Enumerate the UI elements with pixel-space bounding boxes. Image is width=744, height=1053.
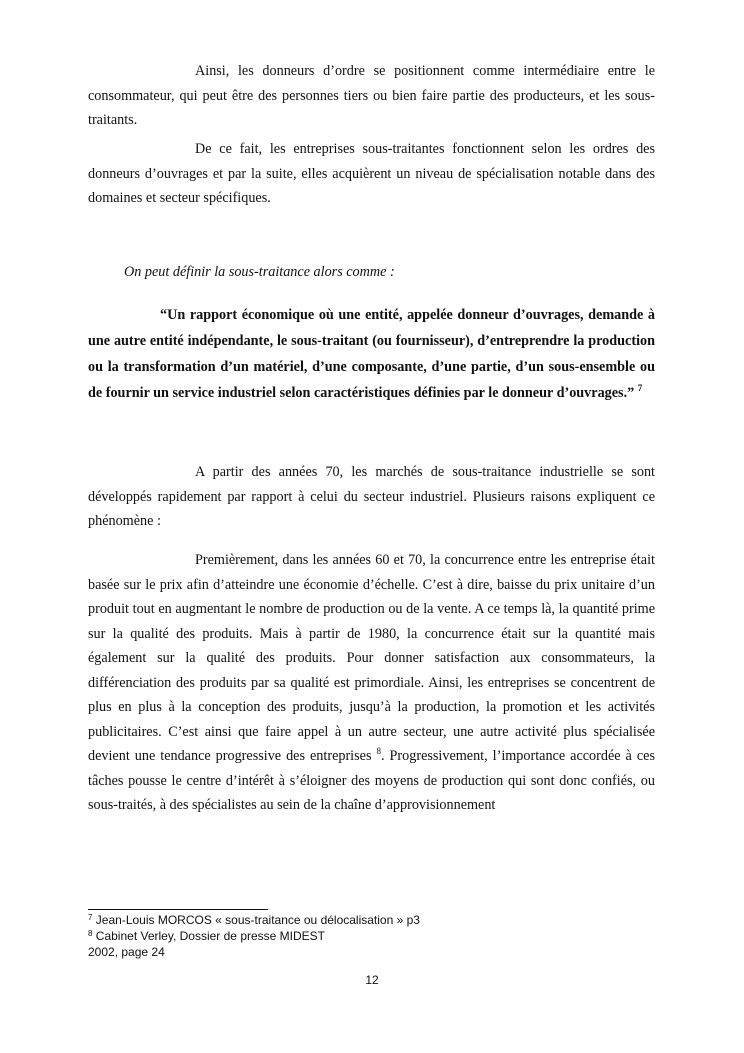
paragraph-donneurs-ordre bbox=[88, 59, 655, 133]
paragraph-text-block bbox=[88, 548, 655, 818]
paragraph-text: Ainsi, les donneurs d’ordre se positionnent comme intermédiaire entre le consommateur, qui peut être des personnes tiers ou bien faire partie des producteurs, et les sous-traitants. bbox=[88, 63, 655, 128]
footnote-ref-8: 8 bbox=[376, 746, 381, 756]
paragraph-sous-traitantes bbox=[88, 137, 655, 211]
footnote-text: Cabinet Verley, Dossier de presse MIDEST bbox=[95, 929, 325, 943]
paragraph-text: De ce fait, les entreprises sous-traitantes fonctionnent selon les ordres des donneurs d’ouvrages et par la suite, elles acquièrent un niveau de spécialisation notable dans des domaines et secteur spécifiques. bbox=[88, 141, 655, 206]
footnote-separator bbox=[88, 909, 268, 910]
definition-intro: On peut définir la sous-traitance alors comme : bbox=[124, 264, 395, 280]
footnotes bbox=[88, 912, 488, 960]
footnote-number: 8 bbox=[88, 929, 93, 938]
paragraph-text: Premièrement, dans les années 60 et 70, la concurrence entre les entreprise était basée sur le prix afin d’atteindre une économie d’échelle. C’est à dire, baisse du prix unitaire d’un produit tout en augmentant le nombre de production ou de la vente. A ce temps là, la quantité prime sur la qualité des produits. Mais à partir de 1980, la concurrence était sur la quantité mais également sur la qualité des produits. Pour donner satisfaction aux consommateurs, la différenciation des produits par sa qualité est primordiale. Ainsi, les entreprises se concentrent de plus en plus à la conception des produits, jusqu’à la production, la promotion et les activités publicitaires. C’est ainsi que faire appel à un autre secteur, une autre activité plus spécialisée devient une tendance progressive des entreprises bbox=[88, 552, 655, 764]
footnote-ref-7: 7 bbox=[637, 383, 643, 393]
footnote-text: 2002, page 24 bbox=[88, 945, 165, 959]
definition-quote bbox=[88, 302, 655, 406]
footnote-text: Jean-Louis MORCOS « sous-traitance ou délocalisation » p3 bbox=[95, 913, 420, 927]
quote-paragraph bbox=[88, 302, 655, 406]
paragraph-annees-70 bbox=[88, 460, 655, 534]
paragraph-text: A partir des années 70, les marchés de sous-traitance industrielle se sont développés rapidement par rapport à celui du secteur industriel. Plusieurs raisons expliquent ce phénomène : bbox=[88, 464, 655, 529]
footnote-item bbox=[88, 928, 488, 944]
paragraph-text-tail: . Progressivement, l’importance accordée à ces tâches pousse le centre d’intérêt à s’éloigner des moyens de production qui sont donc confiés, ou sous-traités, à des spécialistes au sein de la chaîne d’approvisionnement bbox=[88, 748, 655, 813]
page-number: 12 bbox=[365, 973, 379, 987]
footnote-number: 7 bbox=[88, 913, 93, 922]
quote-text: “Un rapport économique où une entité, appelée donneur d’ouvrages, demande à une autre entité indépendante, le sous-traitant (ou fournisseur), d’entreprendre la production ou la transformation d’un matériel, d’une composante, d’une partie, d’un sous-ensemble ou de fournir un service industriel selon caractéristiques définies par le donneur d’ouvrages.” bbox=[88, 307, 655, 401]
paragraph-premierement bbox=[88, 548, 655, 818]
footnote-item bbox=[88, 944, 488, 960]
footnote-item bbox=[88, 912, 488, 928]
